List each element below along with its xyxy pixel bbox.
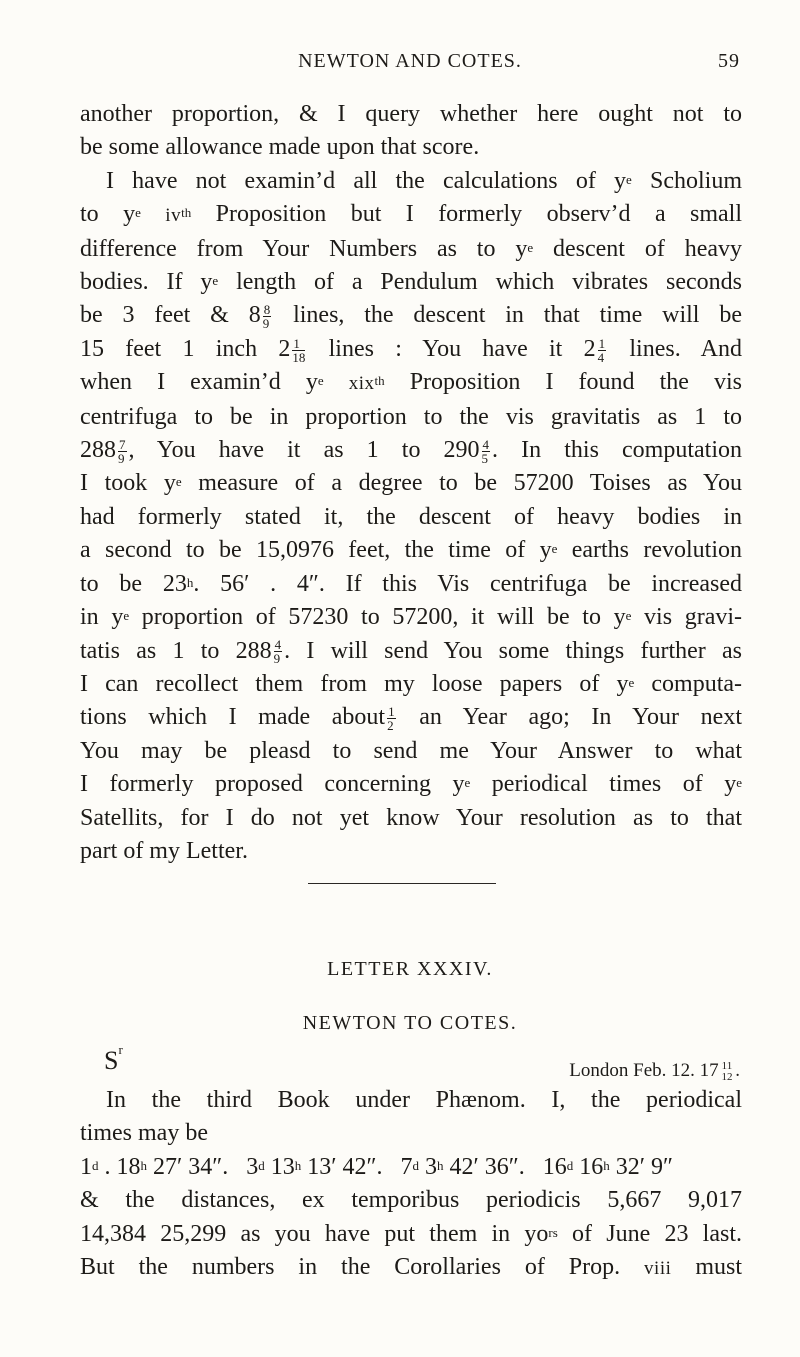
letter-subheading: NEWTON TO COTES. <box>302 1012 518 1034</box>
dateline: London Feb. 12. 17 11 12 . <box>569 1059 740 1083</box>
fraction: $\frac{1}{18}$ <box>292 335 306 365</box>
text-line: But the numbers in the Corollaries of Prop. viii must <box>80 1254 742 1281</box>
text-line: when I examin’d $y^e$ xix$^{th}$ Proposition I found the vis <box>80 369 742 396</box>
fraction: 11 12 <box>721 1059 733 1083</box>
text-line: tatis as 1 to 288 $\frac{4}{9}$ . I will send You some things further as <box>80 637 742 667</box>
text-line: I formerly proposed concerning $y^e$ periodical times of $y^e$ <box>80 771 742 798</box>
text-line: centrifuga to be in proportion to the vis gravitatis as 1 to <box>80 403 742 430</box>
text-line: I took $y^e$ measure of a degree to be 57200 Toises as You <box>80 470 742 497</box>
body-text <box>80 98 742 868</box>
fraction: $\frac{1}{4}$ <box>597 335 606 365</box>
salutation: $S^r$ <box>104 1042 123 1075</box>
text-line: You may be pleasd to send me Your Answer to what <box>80 737 742 764</box>
text-line: I have not examin’d all the calculations of $y^e$ Scholium <box>106 167 742 194</box>
running-head <box>80 50 740 80</box>
running-title: NEWTON AND COTES. <box>298 50 522 72</box>
text-line: 1$^d$ . 18$^h$ 27′ 34″. 3$^d$ 13$^h$ 13′ 42″. 7$^d$ 3$^h$ 42′ 36″. 16$^d$ 16$^h$ 32′ 9″ <box>80 1153 673 1180</box>
text-line: In the third Book under Phænom. I, the periodical <box>106 1087 742 1113</box>
text-line: to be 23$^h$. 56′ . 4″. If this Vis centrifuga be increased <box>80 570 742 597</box>
text-line: another proportion, & I query whether here ought not to <box>80 101 742 127</box>
text-line: 15 feet 1 inch 2 $\frac{1}{18}$ lines : You have it 2 $\frac{1}{4}$ lines. And <box>80 335 742 365</box>
text-line: 288 $\frac{7}{9}$ , You have it as 1 to 290 $\frac{4}{5}$ . In this computation <box>80 437 742 467</box>
text-line: difference from Your Numbers as to $y^e$ descent of heavy <box>80 235 743 262</box>
fraction: $\frac{1}{2}$ <box>387 704 395 734</box>
text-line: part of my Letter. <box>80 837 248 864</box>
letter-text <box>80 1084 742 1285</box>
text-line: 14,384 25,299 as you have put them in $yo^{rs}$ of June 23 last. <box>80 1220 742 1247</box>
text-line: Satellits, for I do not yet know Your resolution as to that <box>80 804 742 831</box>
text-line: & the distances, ex temporibus periodicis 5,667 9,017 <box>80 1187 742 1214</box>
text-line: times may be <box>80 1120 208 1147</box>
text-line: tions which I made about $\frac{1}{2}$ an Year ago; In Your next <box>80 704 742 734</box>
fraction: $\frac{8}{9}$ <box>262 302 271 332</box>
text-line: bodies. If $y^e$ length of a Pendulum which vibrates seconds <box>80 269 742 296</box>
text-line: to $y^e$ $iv^{th}$ Proposition but I formerly observ’d a small <box>80 201 743 228</box>
section-divider <box>308 883 496 884</box>
fraction: $\frac{7}{9}$ <box>118 437 126 467</box>
text-line: be some allowance made upon that score. <box>80 134 480 161</box>
text-line: had formerly stated it, the descent of heavy bodies in <box>80 503 742 530</box>
text-line: a second to be 15,0976 feet, the time of $y^e$ earths revolution <box>80 537 743 564</box>
text-line: be 3 feet & 8 $\frac{8}{9}$ lines, the descent in that time will be <box>80 302 742 332</box>
page-number: 59 <box>718 50 740 72</box>
fraction: $\frac{4}{5}$ <box>481 437 490 467</box>
text-line: I can recollect them from my loose papers of $y^e$ computa- <box>80 670 743 697</box>
letter-heading: LETTER XXXIV. <box>327 958 493 980</box>
fraction: $\frac{4}{9}$ <box>273 637 282 667</box>
text-line: in $y^e$ proportion of 57230 to 57200, it will be to $y^e$ vis gravi- <box>80 604 743 631</box>
